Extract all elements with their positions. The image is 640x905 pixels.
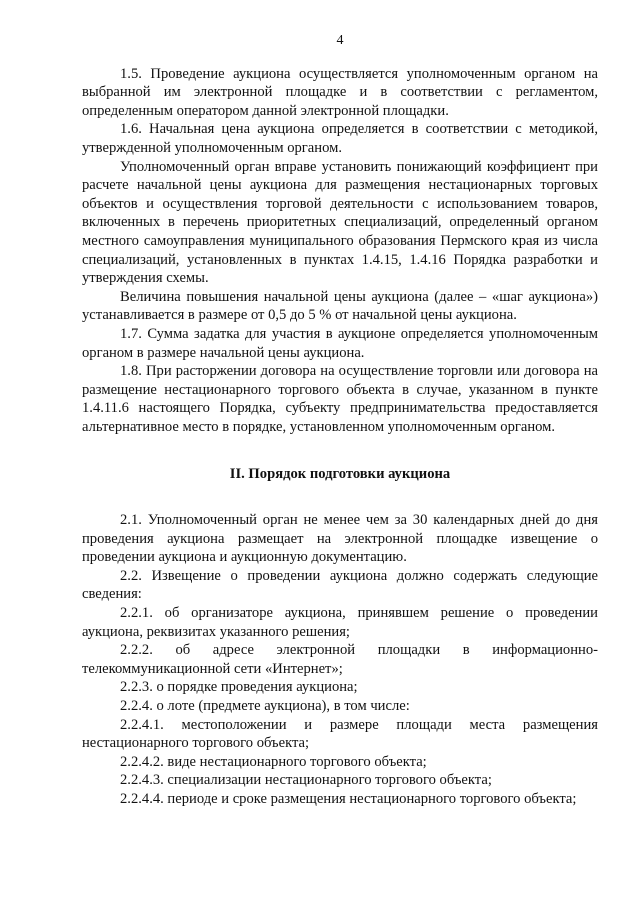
- paragraph-2-2: 2.2. Извещение о проведении аукциона должно содержать следующие сведения:: [82, 567, 598, 603]
- page-number: 4: [336, 33, 344, 48]
- paragraph-2-2-4: 2.2.4. о лоте (предмете аукциона), в том числе:: [120, 698, 410, 714]
- paragraph-coefficient: Уполномоченный орган вправе установить понижающий коэффициент при расчете начальной цены аукциона для размещения нестационарных торговых объектов и осуществления торговой деятельности с использованием товаров, включенных в перечень приоритетных специализаций, определенный органом местного самоуправления муниципального образования Пермского края из числа специализаций, установленных в пунктах 1.4.15, 1.4.16 Порядка разработки и утверждения схемы.: [82, 158, 598, 287]
- paragraph-2-1: 2.1. Уполномоченный орган не менее чем за 30 календарных дней до дня проведения аукциона размещает на электронной площадке извещение о проведении аукциона и аукционную документацию.: [82, 512, 598, 566]
- paragraph-2-2-4-1: 2.2.4.1. местоположении и размере площади места размещения нестационарного торгового объекта;: [82, 716, 598, 752]
- paragraph-2-2-4-3: 2.2.4.3. специализации нестационарного торгового объекта;: [120, 772, 492, 789]
- paragraph-auction-step: Величина повышения начальной цены аукциона (далее – «шаг аукциона») устанавливается в размере от 0,5 до 5 % от начальной цены аукциона.: [82, 288, 598, 324]
- paragraph-1-7: 1.7. Сумма задатка для участия в аукционе определяется уполномоченным органом в размере начальной цены аукциона.: [82, 325, 598, 361]
- paragraph-2-2-4-2: 2.2.4.2. виде нестационарного торгового объекта;: [120, 753, 427, 770]
- paragraph-2-2-3: 2.2.3. о порядке проведения аукциона;: [120, 679, 358, 696]
- paragraph-1-6: 1.6. Начальная цена аукциона определяется в соответствии с методикой, утвержденной уполномоченным органом.: [82, 121, 598, 156]
- paragraph-2-2-1: 2.2.1. об организаторе аукциона, принявшем решение о проведении аукциона, реквизитах указанного решения;: [82, 605, 598, 640]
- paragraph-2-2-4-4: 2.2.4.4. периоде и сроке размещения нестационарного торгового объекта;: [120, 790, 577, 807]
- paragraph-1-5: 1.5. Проведение аукциона осуществляется уполномоченным органом на выбранной им электронной площадке и в соответствии с регламентом, определенным оператором данной электронной площадки.: [82, 65, 598, 119]
- paragraph-2-2-2: 2.2.2. об адресе электронной площадки в информационно-телекоммуникационной сети «Интернет»;: [82, 642, 598, 677]
- section-heading: II. Порядок подготовки аукциона: [229, 466, 451, 483]
- paragraph-1-8: 1.8. При расторжении договора на осуществление торговли или договора на размещение нестационарного торгового объекта в случае, указанном в пункте 1.4.11.6 настоящего Порядка, субъекту предпринимательства предоставляется альтернативное место в порядке, установленном уполномоченным органом.: [82, 363, 598, 435]
